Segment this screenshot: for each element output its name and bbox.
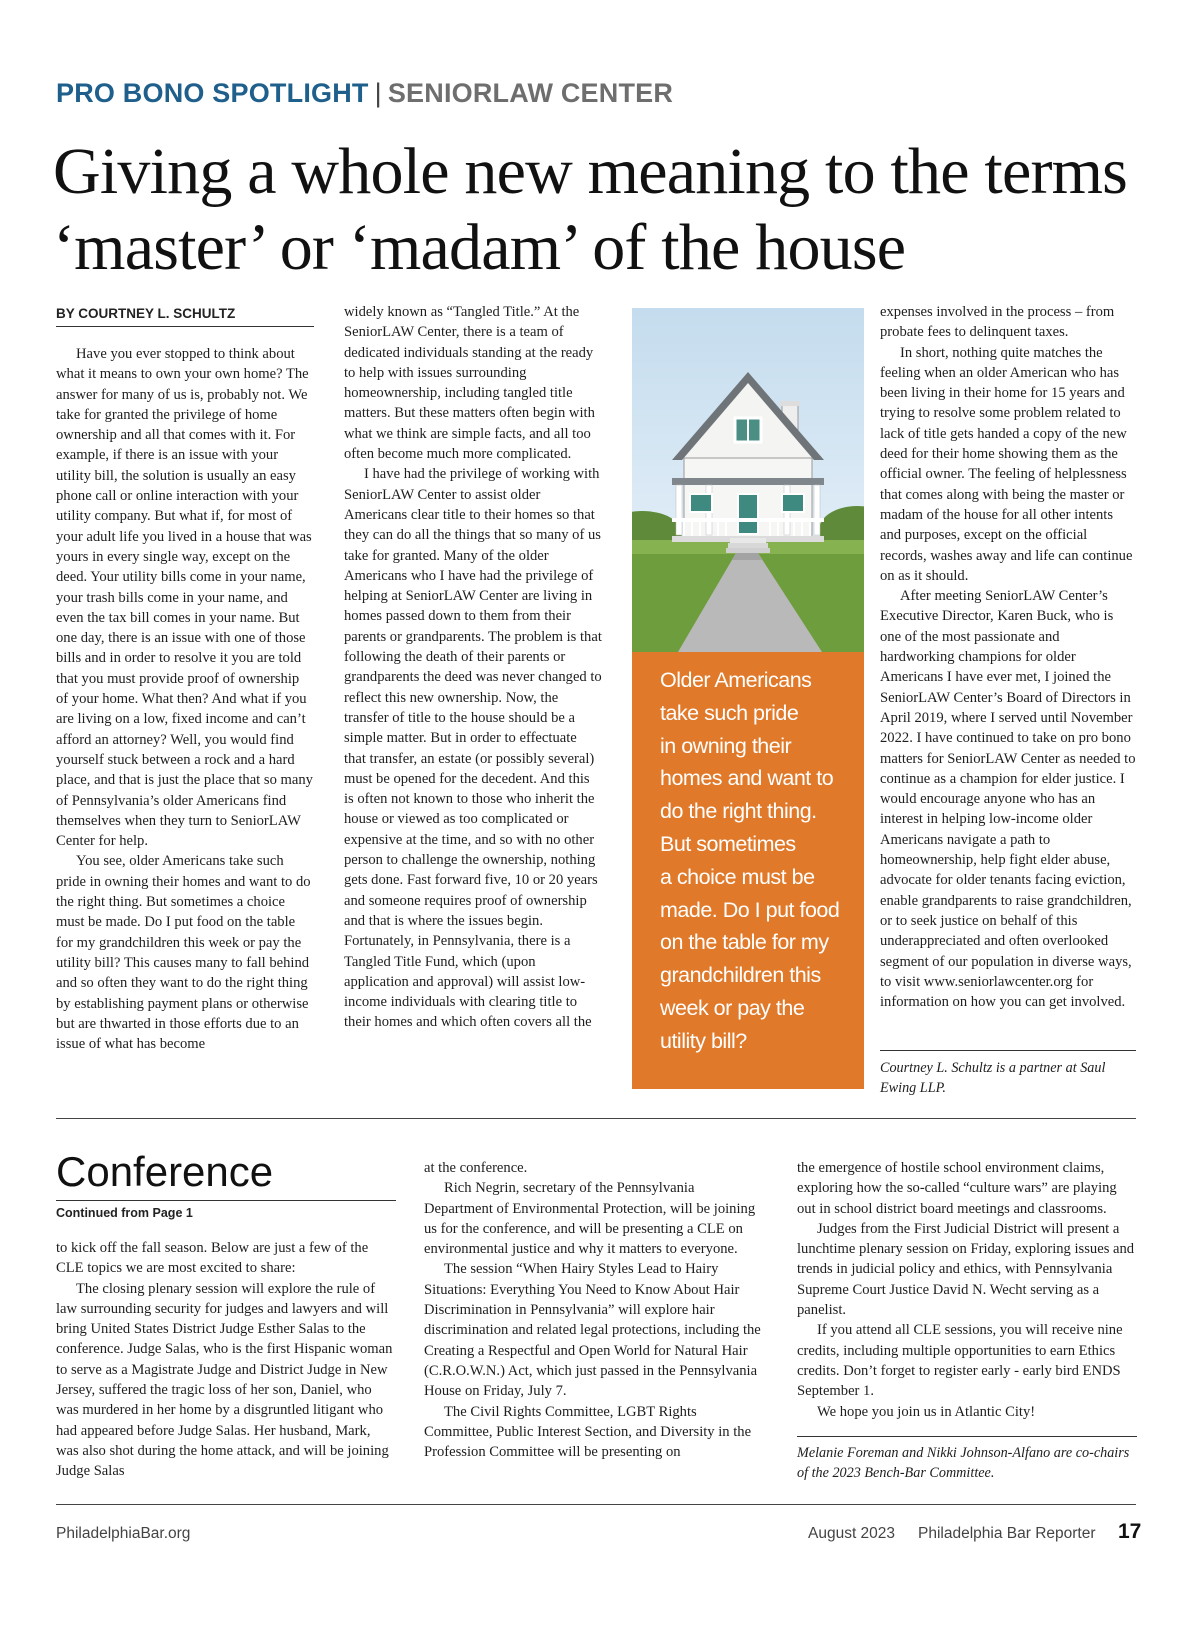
article-column-4 — [880, 302, 1136, 1012]
conference-paragraph: the emergence of hostile school environment claims, exploring how the so-called “culture wars” are playing out in school district board meetings and classrooms. — [797, 1160, 1117, 1217]
article-paragraph: widely known as “Tangled Title.” At the SeniorLAW Center, there is a team of dedicated individuals standing at the ready to help with issues surrounding homeownership, including tangled title matters. But these matters often begin with what we think are simple facts, and all too often become much more complicated. — [344, 304, 595, 463]
kicker-separator: | — [374, 78, 382, 108]
conference-column-3 — [797, 1158, 1137, 1422]
conference-paragraph: Judges from the First Judicial District will present a lunchtime plenary session on Friday, exploring issues and trends in judicial policy and ethics, with Pennsylvania Supreme Court Justice David N. Wecht serving as a panelist. — [797, 1220, 1135, 1319]
section-divider — [56, 1118, 1136, 1119]
pull-quote-line: in owning their — [660, 733, 792, 758]
pull-quote-line: made. Do I put food — [660, 897, 840, 922]
footer-divider — [56, 1504, 1136, 1505]
pull-quote-line: grandchildren this — [660, 963, 821, 988]
conference-paragraph: The closing plenary session will explore the rule of law surrounding security for judges and lawyers and will bring United States District Judge Esther Salas to the conference. Judge Salas, who is the first Hispanic woman to serve as a Magistrate Judge and District Judge in New Jersey, suffered the tragic loss of her son, Daniel, who was murdered in her home by a disgruntled litigant who had appeared before Judge Salas. Her husband, Mark, was also shot during the home attack, and will be joining Judge Salas — [56, 1280, 393, 1480]
article-paragraph: After meeting SeniorLAW Center’s Executive Director, Karen Buck, who is one of the most passionate and hardworking champions for older Americans I have ever met, I joined the SeniorLAW Center’s Board of Directors in April 2019, where I served until November 2022. I have continued to take on pro bono matters for SeniorLAW Center as needed to continue as a champion for elder justice. I would encourage anyone who has an interest in helping low-income older Americans navigate a path to homeownership, help fight elder abuse, advocate for older tenants facing eviction, enable grandparents to raise grandchildren, or to seek justice on behalf of this underappreciated and often overlooked segment of our population in diverse ways, to visit www.seniorlawcenter.org for information on how you can get involved. — [880, 588, 1136, 1011]
pull-quote-line: But sometimes — [660, 831, 796, 856]
article-paragraph: expenses involved in the process – from probate fees to delinquent taxes. — [880, 304, 1115, 341]
house-illustration-icon — [632, 308, 864, 652]
kicker-section: SENIORLAW CENTER — [387, 78, 674, 108]
continued-label: Continued from Page 1 — [56, 1206, 193, 1220]
pull-quote-line: on the table for my — [660, 930, 829, 955]
byline: BY COURTNEY L. SCHULTZ — [56, 306, 314, 327]
article-paragraph: Have you ever stopped to think about what it means to own your own home? The answer for many of us is, probably not. We take for granted the privilege of home ownership and all that comes with it. For example, if there is an issue with your utility bill, the solution is usually an easy phone call or online interaction with your utility company. But what if, for most of your adult life you lived in a house that was yours in every single way, except on the deed. Your utility bills come in your name, your trash bills come in your name, and even the tax bill comes in your name. But one day, there is an issue with one of those bills and in order to resolve it you are told that you must provide proof of ownership of your home. What then? And what if you are living on a low, fixed income and can’t afford an attorney? Well, you would find yourself stuck between a rock and a hard place, and that is just the place that so many of Pennsylvania’s older Americans find themselves when they turn to SeniorLAW Center for help. — [56, 346, 313, 850]
conference-paragraph: Rich Negrin, secretary of the Pennsylvania Department of Environmental Protection, will be joining us for the conference, and will be presenting a CLE on environmental justice and why it matters to everyone. — [424, 1180, 756, 1258]
conference-author-note: Melanie Foreman and Nikki Johnson-Alfano are co-chairs of the 2023 Bench-Bar Committee. — [797, 1436, 1137, 1483]
conference-paragraph: at the conference. — [424, 1160, 528, 1176]
author-note: Courtney L. Schultz is a partner at Saul Ewing LLP. — [880, 1050, 1136, 1098]
pull-quote-line: week or pay the — [660, 995, 805, 1020]
conference-paragraph: The Civil Rights Committee, LGBT Rights Committee, Public Interest Section, and Diversity in the Profession Committee will be presenting on — [424, 1403, 752, 1461]
kicker-label: PRO BONO SPOTLIGHT — [56, 78, 369, 108]
pull-quote-line: utility bill? — [660, 1028, 747, 1053]
conference-column-2 — [424, 1158, 764, 1462]
conference-title: Conference — [56, 1148, 396, 1201]
article-column-2 — [344, 302, 602, 1033]
footer-date: August 2023 — [808, 1525, 896, 1542]
pull-quote-line: take such pride — [660, 700, 799, 725]
pull-quote-line: homes and want to — [660, 766, 834, 791]
footer-publication: Philadelphia Bar Reporter — [918, 1525, 1096, 1542]
page-number: 17 — [1118, 1520, 1142, 1543]
conference-paragraph: The session “When Hairy Styles Lead to Hairy Situations: Everything You Need to Know About Hair Discrimination in Pennsylvania” will explore hair discrimination and related legal protections, including the Creating a Respectful and Open World for Natural Hair (C.R.O.W.N.) Act, which just passed in the Pennsylvania House on Friday, July 7. — [424, 1261, 761, 1400]
article-column-1 — [56, 344, 314, 1054]
house-illustration — [632, 308, 864, 652]
article-paragraph: In short, nothing quite matches the feeling when an older American who has been living in their home for 15 years and trying to resolve some problem related to lack of title gets handed a copy of the new deed for their home showing them as the official owner. The feeling of helplessness that comes along with being the master or madam of the house for all other intents and purposes, except on the official records, washes away and life can continue on as it should. — [880, 344, 1133, 584]
article-paragraph: I have had the privilege of working with SeniorLAW Center to assist older Americans clear title to their homes so that they can do all the things that so many of us take for granted. Many of the older Americans who I have had the privilege of helping at SeniorLAW Center are living in homes passed down to them from their parents or grandparents. The problem is that following the death of their parents or grandparents the deed was never changed to reflect this new ownership. Now, the transfer of title to the house should be a simple matter. But in order to effectuate that transfer, an estate (or possibly several) must be opened for the decedent. And this is often not known to those who inherit the house or viewed as too complicated or expensive at the time, and so with no other person to challenge the ownership, nothing gets done. Fast forward five, 10 or 20 years and someone requires proof of ownership and that is where the issues begin. Fortunately, in Pennsylvania, there is a Tangled Title Fund, which (upon application and approval) will assist low-income individuals with clearing title to their homes and which often covers all the — [344, 466, 602, 1031]
conference-paragraph: We hope you join us in Atlantic City! — [817, 1403, 1036, 1420]
pull-quote-line: a choice must be — [660, 864, 815, 889]
pull-quote — [632, 652, 864, 1089]
conference-paragraph: If you attend all CLE sessions, you will receive nine credits, including multiple opportunities to earn Ethics credits. Don’t forget to register early - early bird ENDS September 1. — [797, 1322, 1123, 1400]
article-paragraph: You see, older Americans take such pride in owning their homes and want to do the right thing. But sometimes a choice must be made. Do I put food on the table for my grandchildren this week or pay the utility bill? This causes many to fall behind and so often they want to do the right thing by establishing payment plans or otherwise but are thwarted in those efforts due to an issue of what has become — [56, 853, 311, 1053]
footer-website: PhiladelphiaBar.org — [56, 1525, 191, 1542]
article-headline: Giving a whole new meaning to the terms ‘master’ or ‘madam’ of the house — [53, 135, 1128, 284]
conference-column-1 — [56, 1238, 396, 1482]
conference-paragraph: to kick off the fall season. Below are just a few of the CLE topics we are most excited to share: — [56, 1240, 369, 1277]
section-kicker — [56, 78, 673, 109]
pull-quote-line: Older Americans — [660, 668, 812, 692]
pull-quote-line: do the right thing. — [660, 799, 817, 824]
